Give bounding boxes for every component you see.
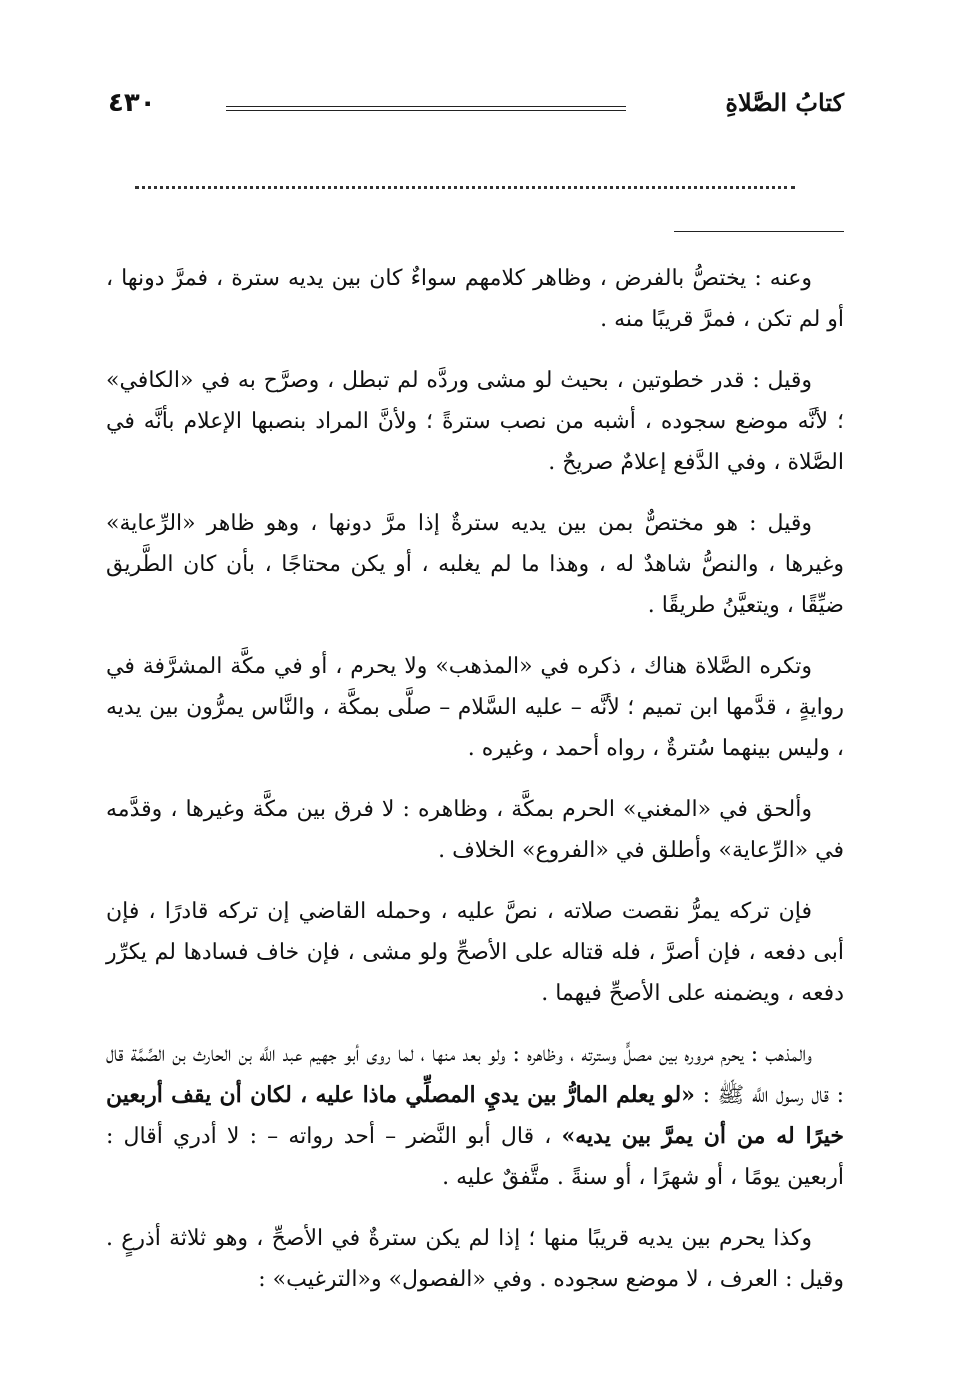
paragraph-3: وقيل : هو مختصٌّ بمن بين يديه سترةٌ إذا مرَّ دونها ، وهو ظاهر «الرِّعاية» وغيرها ، والنصُّ شاهدٌ له ، وهذا ما لم يغلبه ، أو يكن محتاجًا ، بأن كان الطَّريق ضيِّقًا ، ويتعيَّنُ طريقًا .	[106, 511, 844, 618]
short-separator-rule	[674, 231, 844, 232]
book-title: كتابُ الصَّلاةِ	[725, 88, 844, 117]
running-header	[108, 88, 844, 128]
paragraph-8: وكذا يحرم بين يديه قريبًا منها ؛ إذا لم يكن سترةٌ في الأصحِّ ، وهو ثلاثة أذرعٍ . وقيل : العرف ، لا موضع سجوده . وفي «الفصول» و«الترغيب» :	[106, 1226, 844, 1292]
paragraph-7-text-after: ، قال أبو النَّضر – أحد رواته – : لا أدري أقال : أربعين يومًا ، أو شهرًا ، أو سنةً . متَّفقٌ عليه .	[106, 1124, 844, 1190]
page-number: ٤٣٠	[108, 88, 156, 118]
hadith-quote: «لو يعلم المارُّ بين يديِ المصلِّي ماذا عليه ، لكان أن يقف أربعين خيرًا له من أن يمرَّ بين يديه»	[106, 1082, 845, 1149]
paragraph-6: فإن تركه يمرُّ نقصت صلاته ، نصَّ عليه ، وحمله القاضي إن تركه قادرًا ، فإن أبى دفعه ، فإن أصرَّ ، فله قتاله على الأصحِّ ولو مشى ، فإن خاف فسادها لم يكرِّر دفعه ، ويضمنه على الأصحِّ فيهما .	[106, 899, 844, 1006]
paragraph-2: وقيل : قدر خطوتين ، بحيث لو مشى وردَّه لم تبطل ، وصرَّح به في «الكافي» ؛ لأنَّه موضع سجوده ، أشبه من نصب سترةً ؛ ولأنَّ المراد بنصبها الإعلام بأنَّه في الصَّلاة ، وفي الدَّفع إعلامٌ صريحٌ .	[106, 368, 844, 475]
header-double-rule	[226, 106, 626, 111]
paragraph-7-text-before: والمذهب : يحرم مروره بين مصلٍّ وسترته ، وظاهره : ولو بعد منها ، لما روى أبو جهيم عبد اللَّه بن الحارث بن الصِّمَّة قال : قال رسول اللَّه ﷺ :	[106, 1042, 844, 1108]
paragraph-5: وألحق في «المغني» الحرم بمكَّة ، وظاهره : لا فرق بين مكَّة وغيرها ، وقدَّمه في «الرِّعاية» وأطلق في «الفروع» الخلاف .	[106, 797, 844, 863]
dotted-separator	[135, 186, 795, 189]
body-text	[106, 258, 844, 1320]
paragraph-1: وعنه : يختصُّ بالفرض ، وظاهر كلامهم سواءٌ كان بين يديه سترة ، فمرَّ دونها ، أو لم تكن ، فمرَّ قريبًا منه .	[106, 266, 844, 332]
paragraph-4: وتكره الصَّلاة هناك ، ذكره في «المذهب» ولا يحرم ، أو في مكَّة المشرَّفة في روايةٍ ، قدَّمها ابن تميم ؛ لأنَّه – عليه السَّلام – صلَّى بمكَّة ، والنَّاس يمرُّون بين يديه ، وليس بينهما سُترةٌ ، رواه أحمد ، وغيره .	[106, 654, 844, 761]
paragraph-7	[106, 1034, 844, 1198]
